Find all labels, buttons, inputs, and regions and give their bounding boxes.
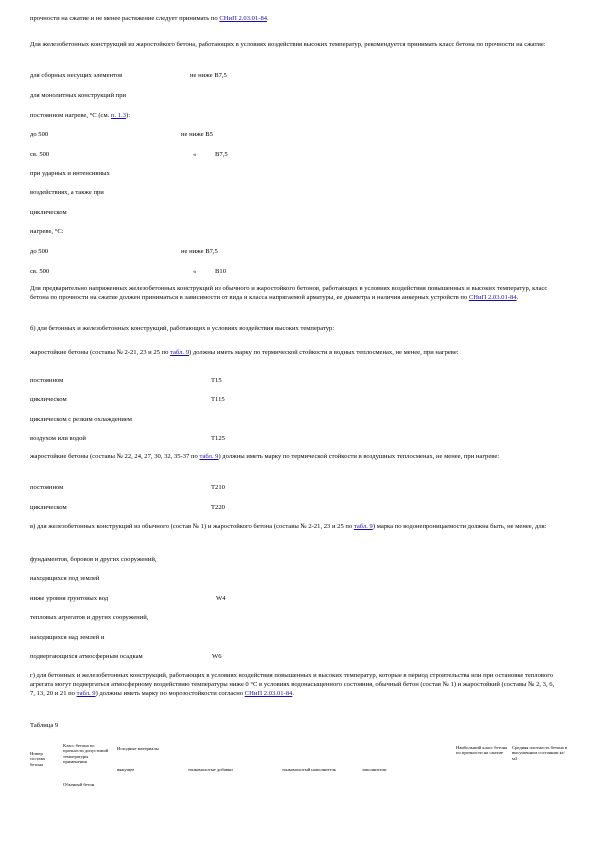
para-v xyxy=(30,522,560,531)
para-heatproof2-tail: ) должны иметь марку по термической стойкости в воздушных теплосменах, не менее, при нагреве: xyxy=(218,453,500,460)
col-header-density: Средняя плотность бетона в высушенном состоянии кг/м3 xyxy=(512,745,568,761)
row-value: W4 xyxy=(216,595,226,602)
row-label: воздухом или водой xyxy=(30,435,86,442)
precast-label: для сборных несущих элементов xyxy=(30,72,123,79)
found-text: фундаментов, боровов и других сооружений, xyxy=(30,556,157,563)
col-header-strength: Наибольший класс бетона по прочности на сжатие xyxy=(456,745,508,756)
para-g xyxy=(30,671,560,698)
table-link[interactable]: табл. 9 xyxy=(199,453,219,460)
row-label: до 500 xyxy=(30,131,49,138)
para-prestress-tail: . xyxy=(516,294,519,301)
row-value: Т220 xyxy=(211,504,225,511)
ditto-mark: « xyxy=(193,151,197,158)
row-value: не ниже В7,5 xyxy=(181,248,218,255)
row-label: св. 500 xyxy=(30,268,50,275)
table-title: Таблица 9 xyxy=(30,722,59,729)
cyclic-text: циклическом xyxy=(30,209,67,216)
underground2-text: находящихся над землей и xyxy=(30,634,105,641)
para-prestress xyxy=(30,284,560,302)
row-label: ниже уровня грунтовых вод xyxy=(30,595,109,602)
col-header-fine: тонкомолотые добавки xyxy=(188,767,233,772)
clause-link[interactable]: п. 1.3 xyxy=(110,112,126,119)
row-value: В10 xyxy=(215,268,226,275)
row-value: Т115 xyxy=(211,396,225,403)
underground-text: находящихся под землей xyxy=(30,575,100,582)
const-heat-tail: ): xyxy=(126,112,131,119)
heat-c-text: нагреве, °С: xyxy=(30,228,64,235)
shock-text-2: воздействиях, а также при xyxy=(30,189,104,196)
para-heatproof xyxy=(30,348,560,357)
precast-value: не ниже В7,5 xyxy=(190,72,227,79)
para-heat: Для железобетонных конструкций из жаростойкого бетона, работающих в условиях воздействия высоких температур, рекомендуется принимать класс бетона по прочности на сжатие: xyxy=(30,41,546,48)
cyc-regime-text: циклическом с резким охлаждением xyxy=(30,416,132,423)
row-value: В7,5 xyxy=(215,151,228,158)
para-g-tail2: . xyxy=(292,690,294,697)
row-label: подвергающихся атмосферным осадкам xyxy=(30,653,143,660)
snip-link[interactable]: СНиП 2.03.01-84 xyxy=(244,690,293,697)
col-header-number: Номер состава бетона xyxy=(30,751,45,767)
col-header-class: Класс бетона по прочности допустимой температуры применения xyxy=(63,743,109,765)
para-g-tail: ) должны иметь марку по морозостойкости согласно xyxy=(95,690,245,697)
thermal-text: тепловых агрегатов и других сооружений, xyxy=(30,614,149,621)
top-line-text: прочности на сжатие и не менее растяжение следует принимать по xyxy=(30,15,220,22)
row-label: постоянном xyxy=(30,484,64,491)
para-v-tail: ) марка по водонепроницаемости должна быть, не менее, для: xyxy=(372,523,547,530)
table-link[interactable]: табл. 9 xyxy=(170,349,190,356)
snip-link[interactable]: СНиП 2.03.01-84 xyxy=(219,15,268,22)
para-prestress-text: Для предварительно напряженных железобетонных конструкций из обычного и жаростойкого бетонов, работающих в условиях воздействия повышенных и высоких температур, класс бетона по прочности на сжатие должен приниматься в зависимости от вида и класса напрягаемой арматуры, ее диаметра и наличия анкерных устройств по xyxy=(30,285,548,301)
top-line-tail: . xyxy=(267,15,269,22)
table-section-label: Обычный бетон xyxy=(63,782,95,787)
col-header-aggregate: заполнители xyxy=(362,767,387,772)
row-value: W6 xyxy=(212,653,222,660)
para-heatproof-text: жаростойкие бетоны (составы № 2-21, 23 и 25 по xyxy=(30,349,171,356)
row-label: до 500 xyxy=(30,248,49,255)
para-v-text: в) для железобетонных конструкций из обычного (состав № 1) и жаростойкого бетона (составы № 2-21, 23 и 25 по xyxy=(30,523,354,530)
row-value: Т15 xyxy=(211,377,222,384)
para-heatproof2 xyxy=(30,452,560,461)
para-heatproof-tail: ) должны иметь марку по термической стойкости в водных теплосменах, не менее, при нагреве: xyxy=(189,349,459,356)
shock-text-1: при ударных и интенсивных xyxy=(30,170,110,177)
table-link[interactable]: табл. 9 xyxy=(353,523,373,530)
const-heat-line xyxy=(30,112,130,120)
row-value: Т210 xyxy=(211,484,225,491)
row-value: Т125 xyxy=(211,435,225,442)
ditto-mark: « xyxy=(193,268,197,275)
top-line xyxy=(30,15,269,23)
para-heatproof2-text: жаростойкие бетоны (составы № 22, 24, 27, 30, 32, 35-37 по xyxy=(30,453,200,460)
monolith-text: для монолитных конструкций при xyxy=(30,92,127,99)
row-label: св. 500 xyxy=(30,151,50,158)
row-label: циклическом xyxy=(30,396,67,403)
row-label: циклическом xyxy=(30,504,67,511)
snip-link[interactable]: СНиП 2.03.01-84 xyxy=(468,294,517,301)
para-g-text: г) для бетонных и железобетонных конструкций, работающих в условиях воздействия повышенных и высоких температур, которые в период строительства или при остановке теплового агрегата могут подвергаться атмосферному воздействию температуры ниже 0 °С в условиях водонасыщенного состояния, обычный бетон (состав № 1) и жаростойкий (составы № 2, 3, 6, 7, 13, 20 и 21 по xyxy=(30,672,555,697)
col-header-binder: вяжущее xyxy=(117,767,135,772)
col-header-fine2: тонкомолотый наполнитель xyxy=(282,767,337,772)
row-label: постоянном xyxy=(30,377,64,384)
para-b: б) для бетонных и железобетонных конструкций, работающих в условиях воздействия высоких температур: xyxy=(30,325,335,332)
table-link[interactable]: табл. 9 xyxy=(76,690,96,697)
row-value: не ниже В5 xyxy=(181,131,213,138)
const-heat-text: постоянном нагреве, °С (см. xyxy=(30,112,111,119)
col-header-materials: Исходные материалы xyxy=(117,746,159,751)
